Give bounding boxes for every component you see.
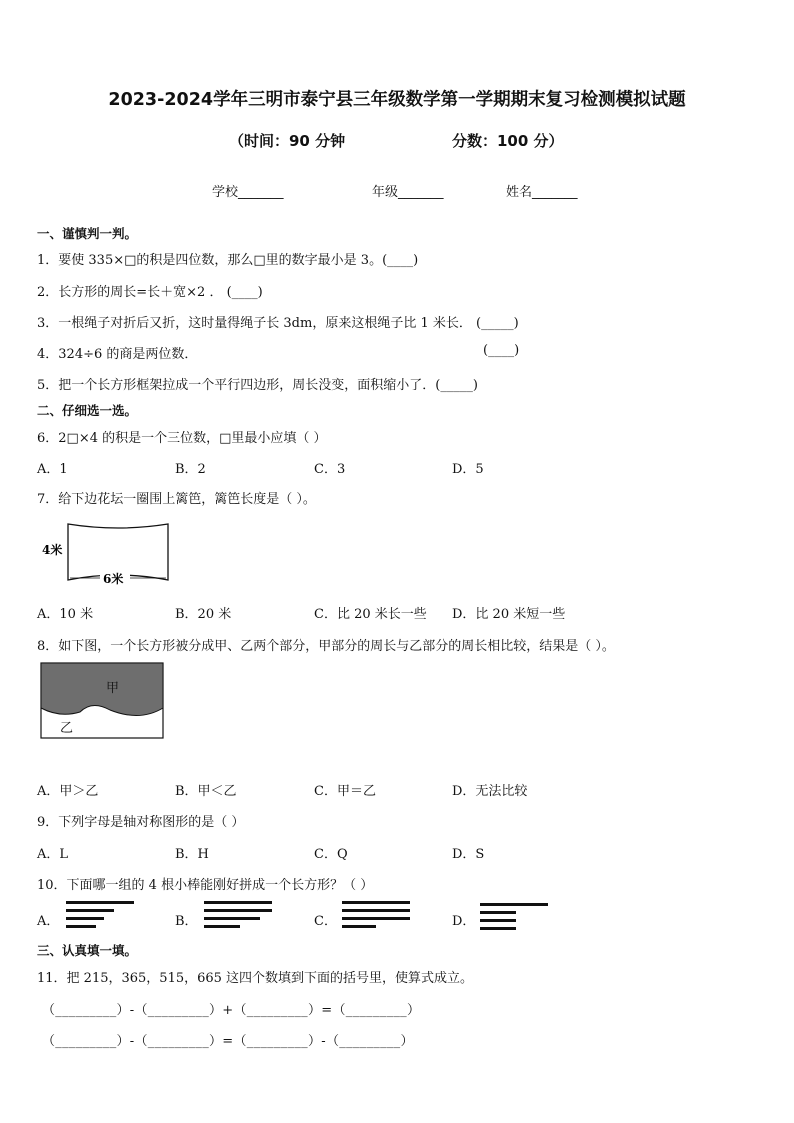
part-jia-label: 甲 (106, 681, 120, 696)
flower-bed-bottom-label: 6米 (103, 572, 124, 586)
question-2: 2．长方形的周长=长＋宽×2 ． (____) (37, 285, 263, 300)
question-7: 7．给下边花坛一圈围上篱笆，篱笆长度是（ ）。 (37, 492, 316, 507)
exam-score: 分数：100 分） (452, 132, 564, 150)
q7-option-c[interactable]: C．比 20 米长一些 (314, 607, 427, 622)
question-4: 4．324÷6 的商是两位数． (37, 347, 198, 362)
section-heading-3: 三、认真填一填。 (37, 943, 138, 958)
question-4-answer: (____) (483, 343, 520, 358)
part-yi-label: 乙 (60, 721, 74, 736)
q9-option-b[interactable]: B．H (175, 847, 209, 862)
school-field[interactable]: 学校_______ (212, 185, 284, 200)
name-field[interactable]: 姓名_______ (506, 185, 578, 200)
q8-option-a[interactable]: A．甲＞乙 (37, 784, 99, 799)
flower-bed-figure (38, 520, 173, 590)
question-9: 9．下列字母是轴对称图形的是（ ） (37, 815, 245, 830)
q10-sticks-a (64, 900, 136, 936)
q8-option-c[interactable]: C．甲＝乙 (314, 784, 376, 799)
q10-option-a[interactable]: A． (37, 914, 60, 929)
q6-option-c[interactable]: C．3 (314, 462, 346, 477)
q10-sticks-c (340, 900, 412, 936)
q8-option-d[interactable]: D．无法比较 (452, 784, 528, 799)
exam-time: （时间：90 分钟 (229, 132, 346, 150)
q10-option-b[interactable]: B． (175, 914, 198, 929)
question-8: 8．如下图，一个长方形被分成甲、乙两个部分，甲部分的周长与乙部分的周长相比较，结果是（ ）。 (37, 639, 615, 654)
q9-option-c[interactable]: C．Q (314, 847, 348, 862)
q6-option-b[interactable]: B．2 (175, 462, 206, 477)
question-6: 6．2□×4 的积是一个三位数，□里最小应填（ ） (37, 431, 327, 446)
q6-option-a[interactable]: A．1 (37, 462, 68, 477)
question-3: 3．一根绳子对折后又折，这时量得绳子长 3dm，原来这根绳子比 1 米长． (_____) (37, 316, 519, 331)
q7-option-d[interactable]: D．比 20 米短一些 (452, 607, 566, 622)
question-1: 1．要使 335×□的积是四位数，那么□里的数字最小是 3。(____) (37, 253, 419, 268)
flower-bed-side-label: 4米 (42, 543, 63, 557)
page-title: 2023-2024学年三明市泰宁县三年级数学第一学期期末复习检测模拟试题 (108, 90, 686, 110)
question-5: 5．把一个长方形框架拉成一个平行四边形，周长没变，面积缩小了．(_____) (37, 378, 478, 393)
question-11: 11．把 215，365，515，665 这四个数填到下面的括号里，使算式成立。 (37, 971, 474, 986)
section-heading-1: 一、谨慎判一判。 (37, 226, 138, 241)
question-10: 10．下面哪一组的 4 根小棒能刚好拼成一个长方形？（ ） (37, 878, 374, 893)
q10-sticks-d (478, 900, 550, 936)
q11-equation-1[interactable]: （_________）-（_________）+（_________）=（_________） (42, 1003, 421, 1018)
q9-option-a[interactable]: A．L (37, 847, 69, 862)
q8-option-b[interactable]: B．甲＜乙 (175, 784, 237, 799)
q10-option-d[interactable]: D． (452, 914, 476, 929)
q7-option-b[interactable]: B．20 米 (175, 607, 232, 622)
grade-field[interactable]: 年级_______ (372, 185, 444, 200)
q7-option-a[interactable]: A．10 米 (37, 607, 94, 622)
q10-option-c[interactable]: C． (314, 914, 337, 929)
split-rectangle-figure (40, 662, 165, 740)
q6-option-d[interactable]: D．5 (452, 462, 484, 477)
q10-sticks-b (202, 900, 274, 936)
section-heading-2: 二、仔细选一选。 (37, 403, 138, 418)
q11-equation-2[interactable]: （_________）-（_________）=（_________）-（_________） (42, 1034, 414, 1049)
q9-option-d[interactable]: D．S (452, 847, 485, 862)
